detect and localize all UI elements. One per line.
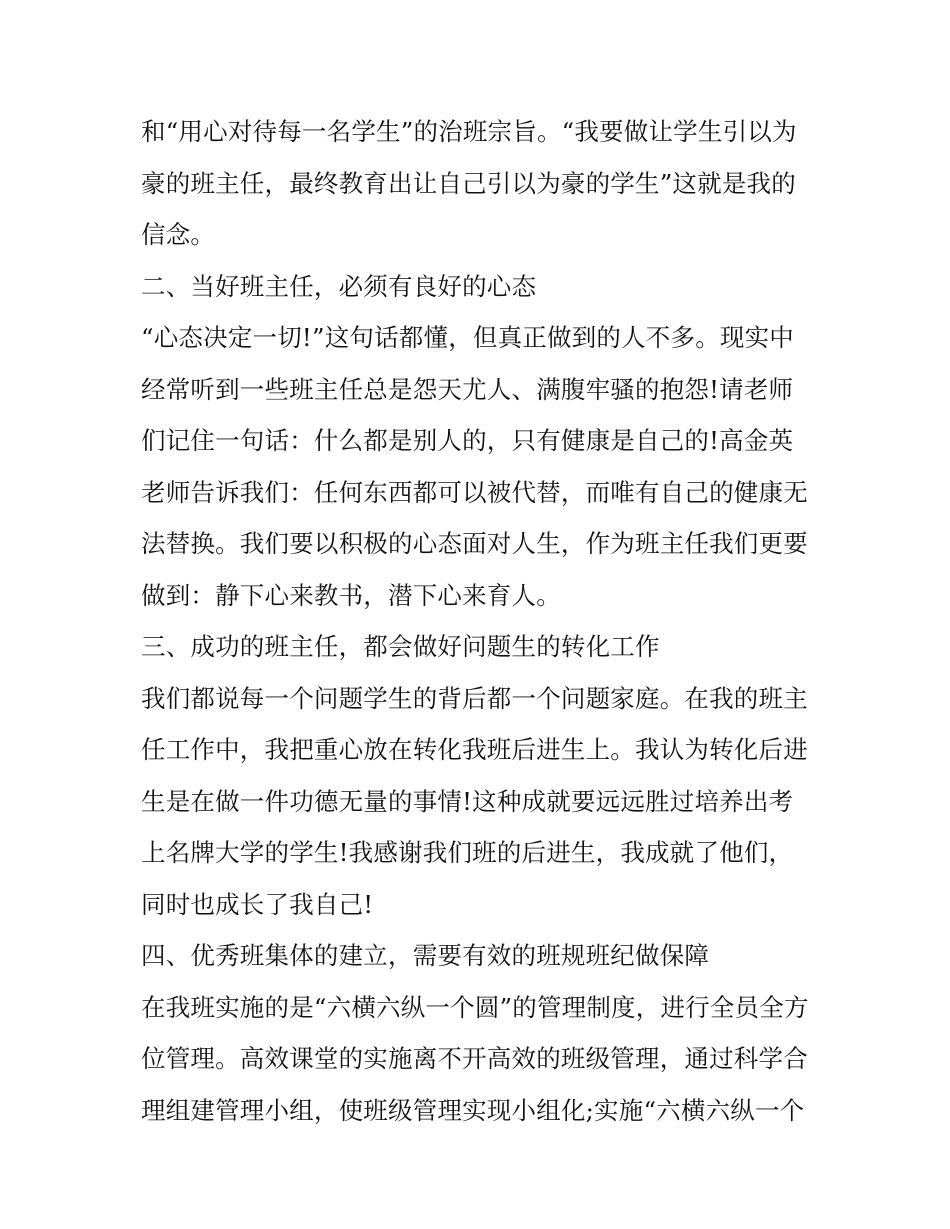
paragraph-line: 上名牌大学的学生!我感谢我们班的后进生，我成就了他们， xyxy=(141,838,794,867)
section-heading: 二、当好班主任，必须有良好的心态 xyxy=(141,271,537,301)
paragraph-line: 做到：静下心来教书，潜下心来育人。 xyxy=(141,580,561,610)
document-body xyxy=(141,106,821,1136)
paragraph-line: 经常听到一些班主任总是怨天尤人、满腹牢骚的抱怨!请老师 xyxy=(141,374,794,404)
paragraph-line: 老师告诉我们：任何东西都可以被代替，而唯有自己的健康无 xyxy=(141,477,808,507)
paragraph-line: 我们都说每一个问题学生的背后都一个问题家庭。在我的班主 xyxy=(141,683,808,713)
paragraph-line: 信念。 xyxy=(141,220,216,249)
section-heading: 三、成功的班主任，都会做好问题生的转化工作 xyxy=(141,632,660,661)
paragraph-line: 们记住一句话：什么都是别人的，只有健康是自己的!高金英 xyxy=(141,426,794,455)
paragraph-line: 理组建管理小组，使班级管理实现小组化;实施“六横六纵一个 xyxy=(141,1095,805,1125)
paragraph-line: 豪的班主任，最终教育出让自己引以为豪的学生”这就是我的 xyxy=(141,168,796,198)
paragraph-line: 法替换。我们要以积极的心态面对人生，作为班主任我们更要 xyxy=(141,529,808,558)
section-heading: 四、优秀班集体的建立，需要有效的班规班纪做保障 xyxy=(141,941,710,970)
paragraph-line: 位管理。高效课堂的实施离不开高效的班级管理，通过科学合 xyxy=(141,1044,808,1073)
paragraph-line: 任工作中，我把重心放在转化我班后进生上。我认为转化后进 xyxy=(141,735,808,764)
paragraph-line: 同时也成长了我自己! xyxy=(141,889,374,919)
paragraph-line: “心态决定一切!”这句话都懂，但真正做到的人不多。现实中 xyxy=(141,323,794,352)
paragraph-line: 和“用心对待每一名学生”的治班宗旨。“我要做让学生引以为 xyxy=(141,117,797,146)
paragraph-line: 在我班实施的是“六横六纵一个圆”的管理制度，进行全员全方 xyxy=(141,992,809,1022)
paragraph-line: 生是在做一件功德无量的事情!这种成就要远远胜过培养出考 xyxy=(141,786,794,816)
